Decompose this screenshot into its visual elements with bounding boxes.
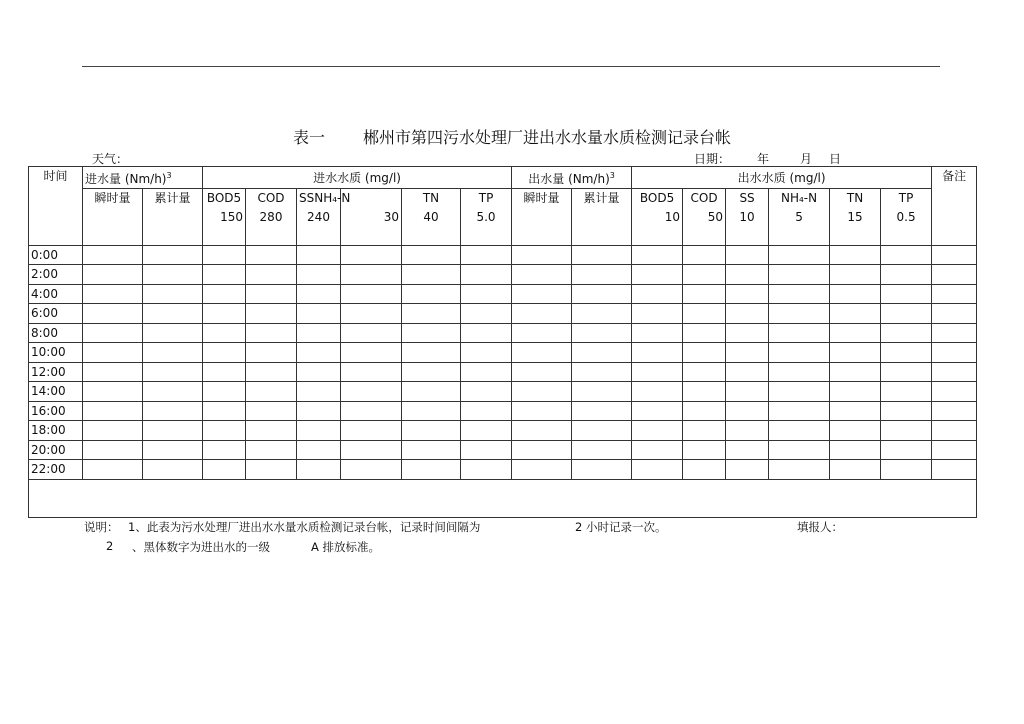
entry-cell[interactable]: [461, 343, 512, 363]
entry-cell[interactable]: [830, 284, 881, 304]
entry-cell[interactable]: [143, 284, 203, 304]
spacer-cell: [683, 226, 726, 245]
entry-cell[interactable]: [83, 460, 143, 480]
entry-cell[interactable]: [572, 284, 632, 304]
entry-cell[interactable]: [246, 460, 297, 480]
entry-cell[interactable]: [246, 304, 297, 324]
entry-cell[interactable]: [83, 362, 143, 382]
entry-cell[interactable]: [932, 421, 977, 441]
date-label: 日期：: [694, 152, 731, 166]
entry-cell[interactable]: [881, 284, 932, 304]
out-param-bod5: BOD5: [632, 189, 683, 208]
entry-cell[interactable]: [143, 440, 203, 460]
entry-cell[interactable]: [402, 304, 461, 324]
entry-cell[interactable]: [632, 440, 683, 460]
entry-cell[interactable]: [203, 304, 246, 324]
entry-cell[interactable]: [512, 401, 572, 421]
out-std-ss: 10: [726, 208, 769, 227]
entry-cell[interactable]: [341, 460, 402, 480]
entry-cell[interactable]: [769, 284, 830, 304]
entry-cell[interactable]: [297, 323, 341, 343]
entry-cell[interactable]: [461, 382, 512, 402]
header-rule: [82, 66, 940, 67]
entry-cell[interactable]: [402, 343, 461, 363]
entry-cell[interactable]: [830, 343, 881, 363]
outflow-volume-header: 出水量 $(Nm/h)^3$: [512, 167, 632, 189]
entry-cell[interactable]: [683, 440, 726, 460]
entry-cell[interactable]: [512, 460, 572, 480]
entry-cell[interactable]: [341, 265, 402, 285]
table-row: [29, 304, 977, 324]
entry-cell[interactable]: [683, 323, 726, 343]
entry-cell[interactable]: [769, 304, 830, 324]
entry-cell[interactable]: [402, 421, 461, 441]
table-row: [29, 382, 977, 402]
entry-cell[interactable]: [632, 460, 683, 480]
entry-cell[interactable]: [881, 421, 932, 441]
entry-cell[interactable]: [143, 304, 203, 324]
time-cell: 16:00: [29, 401, 83, 421]
entry-cell[interactable]: [461, 284, 512, 304]
entry-cell[interactable]: [932, 304, 977, 324]
entry-cell[interactable]: [932, 401, 977, 421]
in-param-bod5: BOD5: [203, 189, 246, 208]
out-std-tn: 15: [830, 208, 881, 227]
entry-cell[interactable]: [932, 460, 977, 480]
entry-cell[interactable]: [246, 401, 297, 421]
entry-cell[interactable]: [203, 265, 246, 285]
entry-cell[interactable]: [769, 460, 830, 480]
out-param-cod: COD: [683, 189, 726, 208]
entry-cell[interactable]: [297, 245, 341, 265]
entry-cell[interactable]: [143, 460, 203, 480]
entry-cell[interactable]: [402, 382, 461, 402]
entry-cell[interactable]: [461, 323, 512, 343]
out-param-tn: TN: [830, 189, 881, 208]
in-param-tn: TN: [402, 189, 461, 208]
entry-cell[interactable]: [297, 343, 341, 363]
entry-cell[interactable]: [769, 421, 830, 441]
entry-cell[interactable]: [572, 460, 632, 480]
entry-cell[interactable]: [769, 245, 830, 265]
spacer-cell: [297, 226, 341, 245]
entry-cell[interactable]: [881, 323, 932, 343]
entry-cell[interactable]: [203, 323, 246, 343]
note-2-number: 2: [106, 539, 114, 553]
entry-cell[interactable]: [297, 362, 341, 382]
entry-cell[interactable]: [402, 440, 461, 460]
entry-cell[interactable]: [402, 323, 461, 343]
entry-cell[interactable]: [512, 421, 572, 441]
time-cell: 18:00: [29, 421, 83, 441]
entry-cell[interactable]: [341, 362, 402, 382]
entry-cell[interactable]: [726, 460, 769, 480]
entry-cell[interactable]: [512, 304, 572, 324]
entry-cell[interactable]: [726, 401, 769, 421]
table-row: [29, 440, 977, 460]
entry-cell[interactable]: [402, 362, 461, 382]
in-std-bod5: 150: [203, 208, 246, 227]
entry-cell[interactable]: [297, 440, 341, 460]
time-cell: 2:00: [29, 265, 83, 285]
spacer-cell: [632, 226, 683, 245]
entry-cell[interactable]: [297, 382, 341, 402]
entry-cell[interactable]: [297, 460, 341, 480]
time-cell: 8:00: [29, 323, 83, 343]
entry-cell[interactable]: [297, 265, 341, 285]
entry-cell[interactable]: [881, 460, 932, 480]
time-cell: 0:00: [29, 245, 83, 265]
time-cell: 14:00: [29, 382, 83, 402]
entry-cell[interactable]: [572, 245, 632, 265]
entry-cell[interactable]: [572, 323, 632, 343]
entry-cell[interactable]: [769, 265, 830, 285]
entry-cell[interactable]: [341, 323, 402, 343]
entry-cell[interactable]: [932, 362, 977, 382]
remarks-header: 备注: [932, 167, 977, 246]
entry-cell[interactable]: [83, 421, 143, 441]
entry-cell[interactable]: [246, 245, 297, 265]
entry-cell[interactable]: [203, 284, 246, 304]
entry-cell[interactable]: [512, 265, 572, 285]
entry-cell[interactable]: [572, 382, 632, 402]
entry-cell[interactable]: [143, 245, 203, 265]
entry-cell[interactable]: [143, 421, 203, 441]
entry-cell[interactable]: [683, 401, 726, 421]
entry-cell[interactable]: [203, 382, 246, 402]
time-cell: 6:00: [29, 304, 83, 324]
entry-cell[interactable]: [297, 284, 341, 304]
entry-cell[interactable]: [83, 245, 143, 265]
entry-cell[interactable]: [461, 401, 512, 421]
entry-cell[interactable]: [246, 323, 297, 343]
entry-cell[interactable]: [881, 401, 932, 421]
table-row: [29, 401, 977, 421]
entry-cell[interactable]: [683, 460, 726, 480]
entry-cell[interactable]: [830, 304, 881, 324]
entry-cell[interactable]: [246, 382, 297, 402]
in-param-tp: TP: [461, 189, 512, 208]
month-label: 月: [800, 152, 813, 166]
page-title: [0, 125, 1024, 148]
in-std-nh4n: 30: [341, 208, 402, 227]
entry-cell[interactable]: [203, 440, 246, 460]
entry-cell[interactable]: [881, 265, 932, 285]
entry-cell[interactable]: [632, 265, 683, 285]
spacer-cell: [461, 226, 512, 245]
entry-cell[interactable]: [632, 362, 683, 382]
entry-cell[interactable]: [83, 304, 143, 324]
entry-cell[interactable]: [726, 265, 769, 285]
entry-cell[interactable]: [143, 362, 203, 382]
ledger-table: [28, 166, 977, 518]
entry-cell[interactable]: [246, 440, 297, 460]
entry-cell[interactable]: [830, 440, 881, 460]
entry-cell[interactable]: [143, 323, 203, 343]
reporter-label: 填报人：: [797, 520, 843, 534]
out-std-nh4n: 5: [769, 208, 830, 227]
entry-cell[interactable]: [461, 265, 512, 285]
entry-cell[interactable]: [830, 323, 881, 343]
outflow-quality-header: 出水水质 (mg/l): [632, 167, 932, 189]
entry-cell[interactable]: [461, 362, 512, 382]
entry-cell[interactable]: [632, 323, 683, 343]
out-std-bod5: 10: [632, 208, 683, 227]
entry-cell[interactable]: [932, 343, 977, 363]
entry-cell[interactable]: [572, 440, 632, 460]
time-header: 时间: [29, 167, 83, 246]
out-param-nh4n: NH₄-N: [769, 189, 830, 208]
out-param-ss: SS: [726, 189, 769, 208]
entry-cell[interactable]: [402, 460, 461, 480]
table-row: [29, 421, 977, 441]
entry-cell[interactable]: [143, 401, 203, 421]
entry-cell[interactable]: [83, 323, 143, 343]
table-row: [29, 460, 977, 480]
spacer-cell: [726, 226, 769, 245]
entry-cell[interactable]: [297, 304, 341, 324]
entry-cell[interactable]: [932, 284, 977, 304]
entry-cell[interactable]: [881, 304, 932, 324]
entry-cell[interactable]: [830, 401, 881, 421]
entry-cell[interactable]: [83, 401, 143, 421]
entry-cell[interactable]: [632, 284, 683, 304]
weather-label: 天气：: [92, 152, 129, 166]
entry-cell[interactable]: [341, 343, 402, 363]
entry-cell[interactable]: [341, 382, 402, 402]
entry-cell[interactable]: [632, 245, 683, 265]
spacer-cell: [830, 226, 881, 245]
entry-cell[interactable]: [512, 323, 572, 343]
in-std-cod: 280: [246, 208, 297, 227]
entry-cell[interactable]: [83, 343, 143, 363]
time-cell: 22:00: [29, 460, 83, 480]
entry-cell[interactable]: [726, 382, 769, 402]
entry-cell[interactable]: [726, 343, 769, 363]
entry-cell[interactable]: [83, 284, 143, 304]
entry-cell[interactable]: [297, 421, 341, 441]
entry-cell[interactable]: [143, 382, 203, 402]
entry-cell[interactable]: [632, 343, 683, 363]
in-std-tn: 40: [402, 208, 461, 227]
time-rows: [29, 245, 977, 479]
inflow-instant-header: 瞬时量: [83, 189, 143, 246]
entry-cell[interactable]: [402, 245, 461, 265]
table-row: [29, 265, 977, 285]
time-cell: 4:00: [29, 284, 83, 304]
entry-cell[interactable]: [203, 343, 246, 363]
notes-label: 说明：: [84, 520, 119, 534]
summary-row[interactable]: [29, 479, 977, 517]
in-param-ss-nh4n: SSNH₄-N: [297, 189, 341, 208]
entry-cell[interactable]: [769, 323, 830, 343]
entry-cell[interactable]: [572, 421, 632, 441]
title-text: 郴州市第四污水处理厂进出水水量水质检测记录台帐: [363, 128, 732, 147]
entry-cell[interactable]: [512, 362, 572, 382]
inflow-volume-header: 进水量 $(Nm/h)^3$: [83, 167, 203, 189]
entry-cell[interactable]: [461, 421, 512, 441]
entry-cell[interactable]: [203, 421, 246, 441]
table-row: [29, 245, 977, 265]
spacer-cell: [402, 226, 461, 245]
entry-cell[interactable]: [881, 245, 932, 265]
entry-cell[interactable]: [83, 382, 143, 402]
entry-cell[interactable]: [769, 343, 830, 363]
entry-cell[interactable]: [881, 362, 932, 382]
day-label: 日: [829, 152, 842, 166]
entry-cell[interactable]: [769, 401, 830, 421]
entry-cell[interactable]: [683, 245, 726, 265]
entry-cell[interactable]: [203, 245, 246, 265]
entry-cell[interactable]: [932, 440, 977, 460]
entry-cell[interactable]: [246, 284, 297, 304]
entry-cell[interactable]: [632, 304, 683, 324]
entry-cell[interactable]: [632, 421, 683, 441]
entry-cell[interactable]: [297, 401, 341, 421]
outflow-instant-header: 瞬时量: [512, 189, 572, 246]
entry-cell[interactable]: [932, 265, 977, 285]
entry-cell[interactable]: [461, 440, 512, 460]
table-row: [29, 284, 977, 304]
entry-cell[interactable]: [461, 245, 512, 265]
entry-cell[interactable]: [341, 401, 402, 421]
table-row: [29, 323, 977, 343]
spacer-cell: [881, 226, 932, 245]
entry-cell[interactable]: [881, 343, 932, 363]
spacer-cell: [769, 226, 830, 245]
entry-cell[interactable]: [246, 265, 297, 285]
entry-cell[interactable]: [683, 362, 726, 382]
entry-cell[interactable]: [881, 440, 932, 460]
spacer-cell: [203, 226, 246, 245]
entry-cell[interactable]: [726, 362, 769, 382]
out-std-tp: 0.5: [881, 208, 932, 227]
entry-cell[interactable]: [683, 284, 726, 304]
entry-cell[interactable]: [683, 343, 726, 363]
entry-cell[interactable]: [830, 382, 881, 402]
entry-cell[interactable]: [203, 460, 246, 480]
entry-cell[interactable]: [726, 284, 769, 304]
note-2: 、黑体数字为进出水的一级: [132, 540, 270, 554]
entry-cell[interactable]: [143, 265, 203, 285]
title-prefix: 表一: [292, 128, 325, 147]
out-param-tp: TP: [881, 189, 932, 208]
entry-cell[interactable]: [203, 401, 246, 421]
entry-cell[interactable]: [246, 343, 297, 363]
outflow-cumulative-header: 累计量: [572, 189, 632, 246]
entry-cell[interactable]: [830, 245, 881, 265]
entry-cell[interactable]: [341, 304, 402, 324]
entry-cell[interactable]: [341, 284, 402, 304]
entry-cell[interactable]: [726, 323, 769, 343]
entry-cell[interactable]: [683, 304, 726, 324]
entry-cell[interactable]: [932, 323, 977, 343]
entry-cell[interactable]: [512, 343, 572, 363]
in-param-cod: COD: [246, 189, 297, 208]
entry-cell[interactable]: [830, 362, 881, 382]
entry-cell[interactable]: [830, 460, 881, 480]
entry-cell[interactable]: [83, 265, 143, 285]
entry-cell[interactable]: [246, 421, 297, 441]
entry-cell[interactable]: [881, 382, 932, 402]
entry-cell[interactable]: [83, 440, 143, 460]
entry-cell[interactable]: [769, 440, 830, 460]
entry-cell[interactable]: [512, 382, 572, 402]
entry-cell[interactable]: [402, 401, 461, 421]
in-std-ss: 240: [297, 208, 341, 227]
time-cell: 12:00: [29, 362, 83, 382]
time-cell: 20:00: [29, 440, 83, 460]
entry-cell[interactable]: [512, 284, 572, 304]
entry-cell[interactable]: [572, 265, 632, 285]
entry-cell[interactable]: [830, 421, 881, 441]
note-2-grade: A 排放标准。: [311, 540, 381, 554]
inflow-cumulative-header: 累计量: [143, 189, 203, 246]
spacer-cell: [341, 226, 402, 245]
entry-cell[interactable]: [341, 421, 402, 441]
entry-cell[interactable]: [632, 382, 683, 402]
entry-cell[interactable]: [512, 245, 572, 265]
entry-cell[interactable]: [402, 265, 461, 285]
entry-cell[interactable]: [572, 304, 632, 324]
entry-cell[interactable]: [683, 421, 726, 441]
time-cell: 10:00: [29, 343, 83, 363]
entry-cell[interactable]: [726, 421, 769, 441]
entry-cell[interactable]: [632, 401, 683, 421]
entry-cell[interactable]: [203, 362, 246, 382]
entry-cell[interactable]: [461, 460, 512, 480]
out-std-cod: 50: [683, 208, 726, 227]
entry-cell[interactable]: [402, 284, 461, 304]
entry-cell[interactable]: [726, 304, 769, 324]
entry-cell[interactable]: [769, 382, 830, 402]
entry-cell[interactable]: [512, 440, 572, 460]
note-1-value: 2 小时记录一次。: [575, 520, 667, 534]
entry-cell[interactable]: [932, 245, 977, 265]
entry-cell[interactable]: [246, 362, 297, 382]
entry-cell[interactable]: [341, 245, 402, 265]
entry-cell[interactable]: [683, 265, 726, 285]
entry-cell[interactable]: [769, 362, 830, 382]
entry-cell[interactable]: [461, 304, 512, 324]
table-row: [29, 362, 977, 382]
entry-cell[interactable]: [726, 440, 769, 460]
entry-cell[interactable]: [726, 245, 769, 265]
entry-cell[interactable]: [830, 265, 881, 285]
entry-cell[interactable]: [143, 343, 203, 363]
entry-cell[interactable]: [932, 382, 977, 402]
in-std-tp: 5.0: [461, 208, 512, 227]
entry-cell[interactable]: [683, 382, 726, 402]
entry-cell[interactable]: [572, 343, 632, 363]
entry-cell[interactable]: [572, 362, 632, 382]
note-1: 1、此表为污水处理厂进出水水量水质检测记录台帐，记录时间间隔为: [128, 520, 481, 534]
inflow-quality-header: 进水水质 (mg/l): [203, 167, 512, 189]
table-row: [29, 343, 977, 363]
entry-cell[interactable]: [341, 440, 402, 460]
entry-cell[interactable]: [572, 401, 632, 421]
year-label: 年: [757, 152, 770, 166]
spacer-cell: [246, 226, 297, 245]
